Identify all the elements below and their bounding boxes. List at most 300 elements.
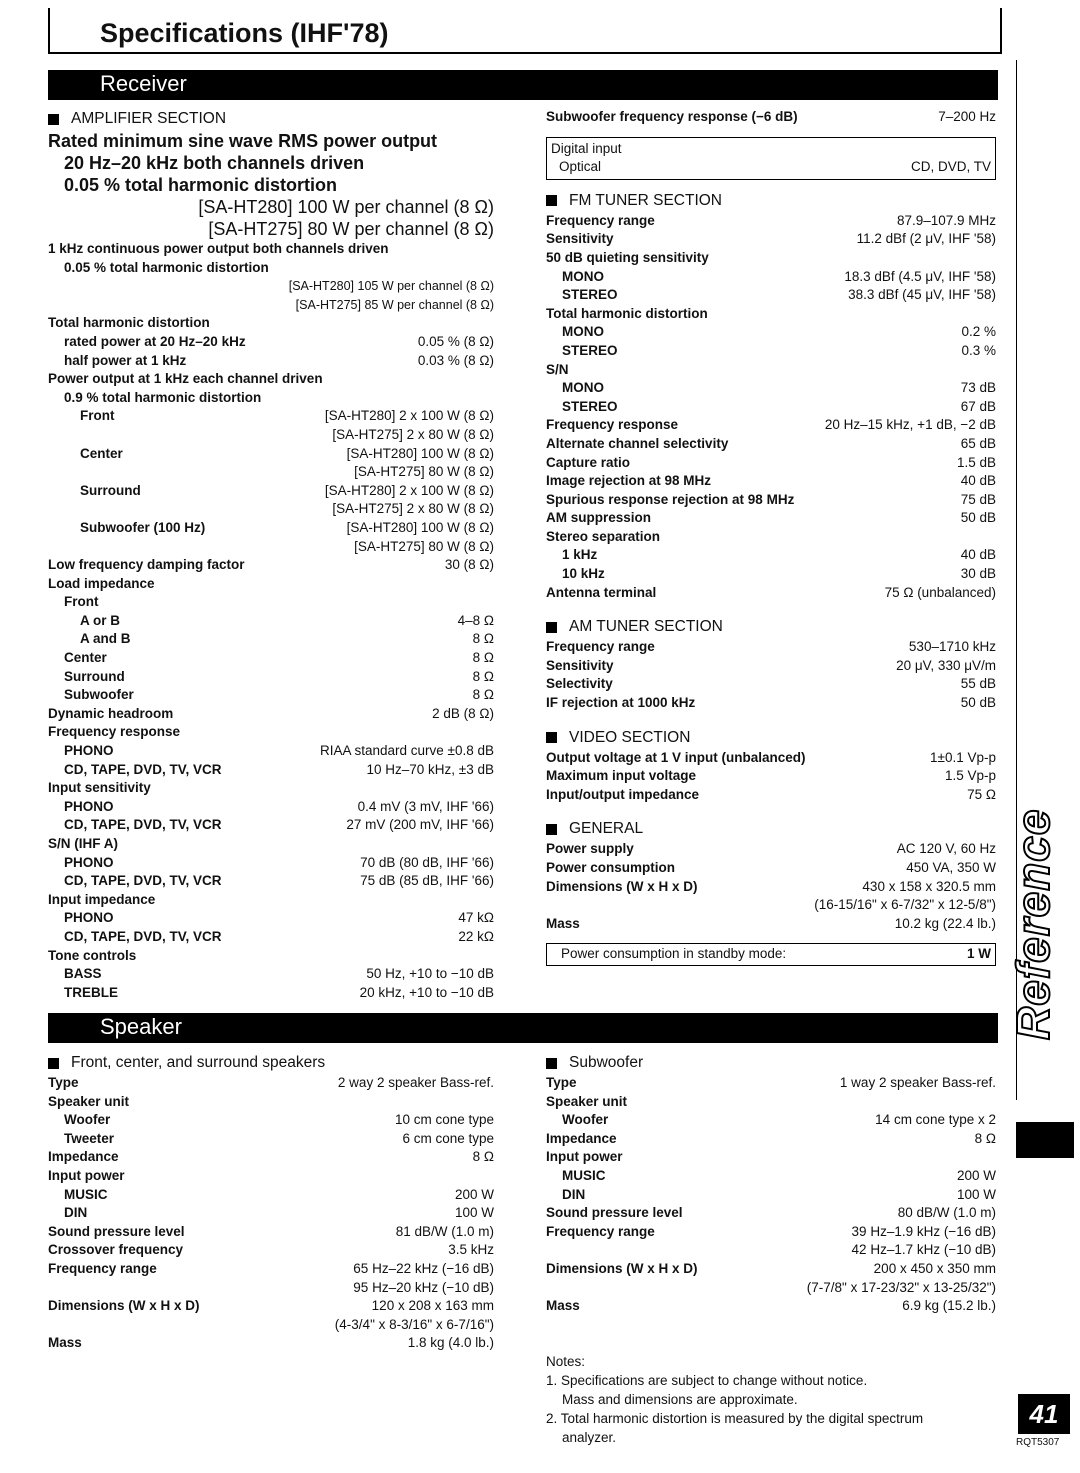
spec-label: Output voltage at 1 V input (unbalanced) (546, 749, 806, 765)
spec-label: Spurious response rejection at 98 MHz (546, 491, 795, 507)
subwoofer-heading: Subwoofer (546, 1052, 996, 1074)
note-line: analyzer. (562, 1429, 617, 1445)
spec-value: 50 dB (960, 510, 996, 526)
spec-value: [SA-HT275] 2 x 80 W (8 Ω) (332, 501, 494, 517)
amp-power-line: 20 Hz–20 kHz both channels driven (64, 153, 365, 173)
spec-value: 67 dB (960, 398, 996, 414)
spec-row (48, 1148, 494, 1167)
note-line: Mass and dimensions are approximate. (562, 1391, 798, 1407)
spec-row (48, 1316, 494, 1335)
spec-row (546, 584, 996, 603)
spec-value: AC 120 V, 60 Hz (896, 841, 996, 857)
spec-value: [SA-HT280] 100 W (8 Ω) (346, 519, 494, 535)
spec-value: 1.5 dB (956, 454, 996, 470)
spec-value: 3.5 kHz (448, 1242, 494, 1258)
front-speaker-heading: Front, center, and surround speakers (48, 1052, 494, 1074)
spec-label: PHONO (64, 798, 114, 814)
spec-row (48, 1167, 494, 1186)
spec-label: Input impedance (48, 891, 156, 907)
amp-spec-list (48, 240, 494, 1002)
spec-label: Surround (80, 482, 141, 498)
spec-value: [SA-HT275] 2 x 80 W (8 Ω) (332, 426, 494, 442)
spec-label: Power supply (546, 841, 634, 857)
spec-row (48, 761, 494, 780)
spec-row (546, 212, 996, 231)
spec-label: Input power (546, 1149, 623, 1165)
spec-label: Stereo separation (546, 528, 661, 544)
spec-row (48, 389, 494, 408)
spec-row (546, 305, 996, 324)
spec-value: 8 Ω (472, 668, 494, 684)
spec-value: 65 dB (960, 435, 996, 451)
spec-value: (4-3/4" x 8-3/16" x 6-7/16") (334, 1316, 494, 1332)
spec-value: 38.3 dBf (45 μV, IHF '58) (848, 287, 996, 303)
bullet-square-icon (546, 195, 557, 206)
spec-label: MONO (562, 380, 604, 396)
spec-row (48, 1204, 494, 1223)
spec-row (48, 984, 494, 1003)
spec-value: (7-7/8" x 17-23/32" x 13-25/32") (806, 1279, 996, 1295)
spec-value: 10.2 kg (22.4 lb.) (894, 915, 996, 931)
spec-label: IF rejection at 1000 kHz (546, 695, 696, 711)
spec-value: 200 x 450 x 350 mm (873, 1260, 996, 1276)
spec-value: 55 dB (960, 676, 996, 692)
spec-row (48, 463, 494, 482)
spec-label: PHONO (64, 743, 114, 759)
amp-rated-280: [SA-HT280] 100 W per channel (8 Ω) (198, 197, 494, 217)
spec-value: 100 W (454, 1205, 494, 1221)
notes-title: Notes: (546, 1353, 586, 1369)
spec-label: half power at 1 kHz (64, 352, 187, 368)
spec-label: CD, TAPE, DVD, TV, VCR (64, 873, 222, 889)
spec-label: Frequency range (546, 639, 655, 655)
spec-row (48, 370, 494, 389)
spec-value: 73 dB (960, 380, 996, 396)
spec-value: 30 dB (960, 566, 996, 582)
spec-row (48, 259, 494, 278)
spec-row (48, 742, 494, 761)
spec-label: Sensitivity (546, 657, 614, 673)
spec-value: 80 dB/W (1.0 m) (897, 1205, 996, 1221)
spec-value: 75 dB (960, 491, 996, 507)
spec-row (546, 230, 996, 249)
spec-row (48, 538, 494, 557)
spec-label: rated power at 20 Hz–20 kHz (64, 333, 246, 349)
spec-label: S/N (546, 361, 569, 377)
spec-value: 450 VA, 350 W (906, 860, 996, 875)
front-speaker-column (48, 1052, 494, 1353)
spec-label: Tweeter (64, 1130, 115, 1146)
spec-row (546, 1260, 996, 1279)
spec-row (546, 915, 996, 934)
spec-row (48, 686, 494, 705)
spec-label: Subwoofer (100 Hz) (80, 519, 206, 535)
spec-label: STEREO (562, 398, 618, 414)
spec-value: 75 Ω (967, 786, 996, 802)
subwoofer-spec-list (546, 1074, 996, 1316)
spec-label: Speaker unit (546, 1093, 628, 1109)
spec-value: (16-15/16" x 6-7/32" x 12-5/8") (814, 897, 996, 913)
spec-row (546, 896, 996, 915)
spec-value: 18.3 dBf (4.5 μV, IHF '58) (844, 268, 996, 284)
spec-label: Surround (64, 668, 125, 684)
spec-value: 81 dB/W (1.0 m) (395, 1223, 494, 1239)
spec-label: Impedance (546, 1130, 617, 1146)
spec-row (48, 798, 494, 817)
am-section-heading: AM TUNER SECTION (546, 616, 996, 638)
spec-row (48, 705, 494, 724)
spec-row (546, 565, 996, 584)
spec-row (48, 1111, 494, 1130)
spec-label: Power output at 1 kHz each channel driven (48, 371, 323, 387)
spec-label: Dimensions (W x H x D) (546, 878, 698, 894)
spec-row (48, 928, 494, 947)
front-speaker-spec-list (48, 1074, 494, 1353)
spec-label: Sensitivity (546, 231, 614, 247)
subwoofer-freq-row: Subwoofer frequency response (−6 dB) 7–200 Hz (546, 109, 996, 124)
spec-label: Front (80, 408, 115, 424)
spec-value: [SA-HT280] 2 x 100 W (8 Ω) (324, 408, 494, 424)
spec-row (546, 361, 996, 380)
spec-value: 70 dB (80 dB, IHF '66) (360, 854, 494, 870)
spec-value: 1.5 Vp-p (944, 768, 996, 784)
spec-row (546, 1186, 996, 1205)
spec-row (546, 786, 996, 805)
spec-value: 20 μV, 330 μV/m (896, 657, 996, 673)
speaker-heading: Speaker (100, 1014, 182, 1039)
spec-row (48, 854, 494, 873)
spec-row (546, 435, 996, 454)
spec-row (546, 268, 996, 287)
spec-row (48, 1241, 494, 1260)
spec-label: Selectivity (546, 676, 613, 692)
tuner-column (546, 108, 996, 972)
spec-value: 42 Hz–1.7 kHz (−10 dB) (851, 1242, 996, 1258)
spec-row (48, 1279, 494, 1298)
spec-row (48, 1223, 494, 1242)
title-frame (48, 8, 1002, 54)
spec-value: [SA-HT275] 80 W (8 Ω) (354, 464, 494, 480)
spec-value: 0.03 % (8 Ω) (417, 352, 494, 368)
amp-rated-275: [SA-HT275] 80 W per channel (8 Ω) (208, 219, 494, 239)
spec-value: 530–1710 kHz (908, 639, 996, 655)
spec-value: 200 W (956, 1167, 996, 1183)
spec-value: 40 dB (960, 547, 996, 563)
spec-value: 40 dB (960, 473, 996, 489)
spec-row (546, 878, 996, 897)
spec-row (546, 286, 996, 305)
spec-row (546, 767, 996, 786)
spec-row (48, 407, 494, 426)
spec-row (48, 1334, 494, 1353)
spec-value: 95 Hz–20 kHz (−10 dB) (353, 1279, 494, 1295)
spec-value: 0.3 % (961, 342, 996, 358)
spec-row (546, 657, 996, 676)
spec-row (48, 519, 494, 538)
spec-label: MONO (562, 268, 604, 284)
spec-row (546, 840, 996, 859)
spec-row (48, 575, 494, 594)
spec-value: 87.9–107.9 MHz (896, 212, 996, 228)
spec-label: Crossover frequency (48, 1242, 184, 1258)
spec-value: 0.4 mV (3 mV, IHF '66) (357, 798, 494, 814)
spec-row (48, 296, 494, 315)
spec-row (546, 509, 996, 528)
spec-row (48, 947, 494, 966)
fm-spec-list (546, 212, 996, 602)
spec-row (48, 816, 494, 835)
page-number: 41 (1018, 1394, 1070, 1434)
spec-row (48, 1130, 494, 1149)
spec-value: 120 x 208 x 163 mm (371, 1298, 494, 1314)
spec-row (48, 445, 494, 464)
spec-label: Frequency range (546, 1223, 655, 1239)
spec-row (48, 723, 494, 742)
spec-value: 39 Hz–1.9 kHz (−16 dB) (851, 1223, 996, 1239)
spec-row (546, 528, 996, 547)
spec-label: Alternate channel selectivity (546, 435, 729, 451)
receiver-heading: Receiver (100, 71, 187, 96)
spec-row (48, 965, 494, 984)
spec-label: PHONO (64, 854, 114, 870)
spec-label: Frequency range (48, 1260, 157, 1276)
spec-value: 430 x 158 x 320.5 mm (862, 878, 996, 894)
spec-row (48, 1186, 494, 1205)
spec-row (48, 240, 494, 259)
spec-value: 20 Hz–15 kHz, +1 dB, −2 dB (824, 417, 996, 433)
spec-row (546, 1297, 996, 1316)
spec-label: Maximum input voltage (546, 768, 697, 784)
spec-label: STEREO (562, 342, 618, 358)
spec-row (546, 1093, 996, 1112)
bullet-square-icon (546, 1058, 557, 1069)
spec-row (546, 472, 996, 491)
general-spec-list (546, 840, 996, 933)
spec-label: Tone controls (48, 947, 137, 963)
spec-label: TREBLE (64, 984, 118, 1000)
digital-input-box: Digital input Optical CD, DVD, TV (546, 137, 996, 180)
bullet-square-icon (546, 732, 557, 743)
spec-label: A or B (80, 612, 120, 628)
spec-row (546, 749, 996, 768)
spec-row (546, 546, 996, 565)
spec-label: DIN (64, 1205, 88, 1221)
spec-label: Type (48, 1075, 79, 1090)
spec-label: Frequency response (48, 724, 181, 740)
spec-label: Front (64, 594, 99, 610)
spec-value: 10 Hz–70 kHz, ±3 dB (366, 761, 494, 777)
spec-row (48, 500, 494, 519)
spec-label: MUSIC (64, 1186, 108, 1202)
spec-row (546, 1241, 996, 1260)
spec-row (546, 1167, 996, 1186)
spec-row (48, 1297, 494, 1316)
spec-label: Input power (48, 1167, 125, 1183)
am-spec-list (546, 638, 996, 712)
spec-row (546, 1223, 996, 1242)
spec-row (48, 1074, 494, 1093)
amp-section-heading: AMPLIFIER SECTION (48, 108, 494, 130)
spec-row (546, 342, 996, 361)
spec-label: Low frequency damping factor (48, 557, 245, 573)
spec-value: 20 kHz, +10 to −10 dB (359, 984, 494, 1000)
spec-row (48, 612, 494, 631)
receiver-bar (48, 70, 998, 100)
reference-side-tab: Reference (1007, 808, 1059, 1040)
amplifier-column (48, 108, 494, 1002)
spec-value: 1±0.1 Vp-p (930, 749, 996, 765)
spec-row (546, 379, 996, 398)
video-spec-list (546, 749, 996, 805)
spec-value: 2 way 2 speaker Bass-ref. (337, 1075, 494, 1090)
spec-value: 6.9 kg (15.2 lb.) (902, 1298, 996, 1314)
spec-label: Power consumption (546, 860, 676, 875)
spec-label: Sound pressure level (48, 1223, 185, 1239)
spec-row (48, 314, 494, 333)
side-tab-marker (1016, 1122, 1074, 1158)
spec-label: Dimensions (W x H x D) (48, 1298, 200, 1314)
standby-box: Power consumption in standby mode: 1 W (546, 943, 996, 966)
spec-value: [SA-HT280] 2 x 100 W (8 Ω) (324, 482, 494, 498)
spec-label: Antenna terminal (546, 584, 657, 600)
spec-row (546, 1279, 996, 1298)
spec-value: 8 Ω (472, 631, 494, 647)
spec-row (48, 1093, 494, 1112)
spec-row (546, 454, 996, 473)
spec-label: Mass (48, 1335, 82, 1351)
spec-row (546, 491, 996, 510)
spec-row (48, 668, 494, 687)
amp-power-line: 0.05 % total harmonic distortion (64, 175, 338, 195)
spec-label: MUSIC (562, 1167, 606, 1183)
spec-row (48, 482, 494, 501)
spec-value: 50 Hz, +10 to −10 dB (366, 966, 494, 982)
spec-value: 200 W (454, 1186, 494, 1202)
spec-value: 14 cm cone type x 2 (875, 1112, 996, 1128)
spec-label: Type (546, 1075, 577, 1090)
spec-row (546, 1074, 996, 1093)
spec-row (48, 909, 494, 928)
spec-value: 1.8 kg (4.0 lb.) (407, 1335, 494, 1351)
bullet-square-icon (48, 114, 59, 125)
spec-value: 8 Ω (472, 687, 494, 703)
spec-value: 1 way 2 speaker Bass-ref. (839, 1075, 996, 1090)
spec-row (546, 1148, 996, 1167)
spec-value: 8 Ω (472, 1149, 494, 1165)
spec-label: Woofer (64, 1112, 111, 1128)
spec-label: Frequency range (546, 212, 655, 228)
spec-value: RIAA standard curve ±0.8 dB (319, 743, 494, 759)
spec-label: DIN (562, 1186, 586, 1202)
spec-row (546, 694, 996, 713)
spec-row (546, 675, 996, 694)
spec-row (48, 630, 494, 649)
spec-row (48, 891, 494, 910)
bullet-square-icon (48, 1058, 59, 1069)
spec-value: [SA-HT280] 105 W per channel (8 Ω) (288, 279, 494, 294)
spec-row (48, 426, 494, 445)
spec-label: Sound pressure level (546, 1205, 683, 1221)
spec-value: 30 (8 Ω) (444, 557, 494, 573)
spec-label: 0.05 % total harmonic distortion (64, 259, 269, 275)
spec-label: Input/output impedance (546, 786, 699, 802)
speaker-bar (48, 1013, 998, 1043)
general-section-heading: GENERAL (546, 818, 996, 840)
bullet-square-icon (546, 622, 557, 633)
spec-label: Impedance (48, 1149, 119, 1165)
spec-row (48, 649, 494, 668)
spec-value: 2 dB (8 Ω) (432, 705, 494, 721)
spec-label: CD, TAPE, DVD, TV, VCR (64, 761, 222, 777)
spec-row (546, 638, 996, 657)
video-section-heading: VIDEO SECTION (546, 727, 996, 749)
spec-label: 50 dB quieting sensitivity (546, 249, 709, 265)
spec-label: Total harmonic distortion (546, 305, 708, 321)
spec-row (48, 556, 494, 575)
spec-row (546, 1204, 996, 1223)
spec-label: Total harmonic distortion (48, 315, 210, 331)
spec-label: Mass (546, 915, 580, 931)
spec-label: Dimensions (W x H x D) (546, 1260, 698, 1276)
spec-value: 50 dB (960, 695, 996, 711)
spec-row (546, 416, 996, 435)
subwoofer-column (546, 1052, 996, 1447)
spec-row (546, 1130, 996, 1149)
bullet-square-icon (546, 824, 557, 835)
spec-label: 0.9 % total harmonic distortion (64, 389, 262, 405)
spec-row (546, 398, 996, 417)
spec-label: Input sensitivity (48, 780, 151, 796)
spec-row (48, 872, 494, 891)
spec-value: 27 mV (200 mV, IHF '66) (346, 817, 494, 833)
spec-value: 0.05 % (8 Ω) (417, 333, 494, 349)
spec-value: [SA-HT280] 100 W (8 Ω) (346, 445, 494, 461)
spec-label: CD, TAPE, DVD, TV, VCR (64, 817, 222, 833)
notes (546, 1352, 996, 1447)
page-title: Specifications (IHF'78) (100, 18, 389, 48)
spec-label: AM suppression (546, 510, 652, 526)
spec-label: BASS (64, 966, 102, 982)
spec-value: 0.2 % (961, 324, 996, 340)
spec-label: Image rejection at 98 MHz (546, 473, 712, 489)
spec-value: 8 Ω (472, 650, 494, 666)
spec-label: Frequency response (546, 417, 679, 433)
spec-row (48, 333, 494, 352)
spec-label: 1 kHz continuous power output both channels driven (48, 241, 389, 256)
note-line: 1. Specifications are subject to change without notice. (546, 1372, 868, 1388)
spec-label: Capture ratio (546, 454, 631, 470)
spec-value: 6 cm cone type (402, 1130, 494, 1146)
spec-value: 75 dB (85 dB, IHF '66) (360, 873, 494, 889)
spec-row (48, 835, 494, 854)
spec-label: 10 kHz (562, 566, 605, 582)
spec-row (546, 323, 996, 342)
spec-label: MONO (562, 324, 604, 340)
spec-value: [SA-HT275] 80 W (8 Ω) (354, 538, 494, 554)
spec-row (48, 779, 494, 798)
spec-value: 10 cm cone type (394, 1112, 494, 1128)
spec-row (546, 249, 996, 268)
spec-label: Center (64, 650, 107, 666)
spec-label: Center (80, 445, 123, 461)
fm-section-heading: FM TUNER SECTION (546, 190, 996, 212)
spec-value: 8 Ω (974, 1130, 996, 1146)
spec-label: PHONO (64, 910, 114, 926)
spec-label: Speaker unit (48, 1093, 130, 1109)
spec-value: 4–8 Ω (457, 612, 494, 628)
spec-label: CD, TAPE, DVD, TV, VCR (64, 928, 222, 944)
doc-code: RQT5307 (1016, 1437, 1060, 1448)
